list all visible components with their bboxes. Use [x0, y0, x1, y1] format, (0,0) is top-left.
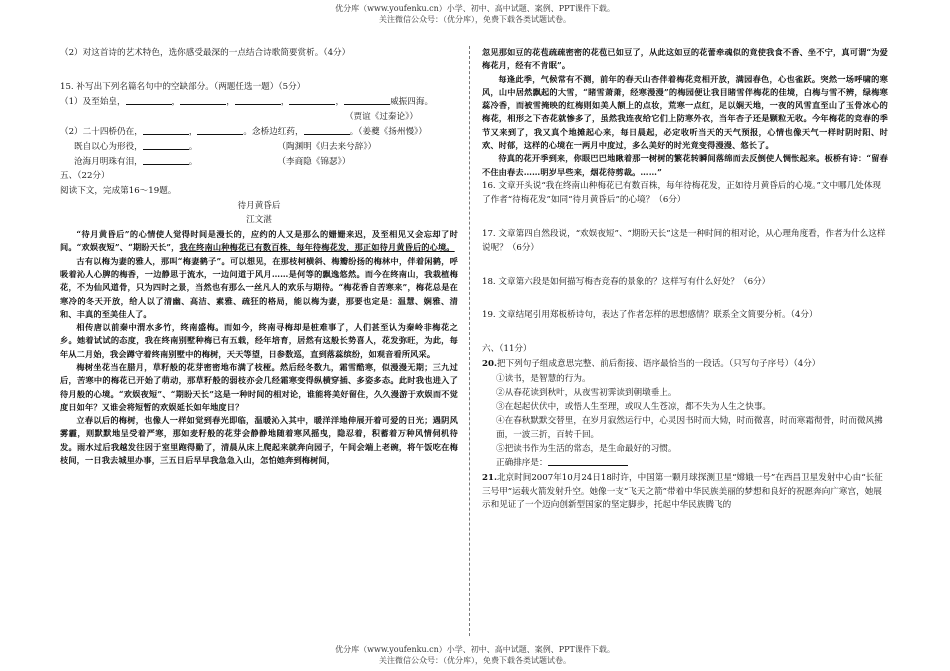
blank[interactable] [143, 141, 189, 150]
article-title: 待月黄昏后 [237, 201, 281, 212]
blank[interactable] [289, 96, 335, 105]
underlined-sentence: 我在终南山种梅花已有数百株，每年待梅花发，那正如待月黄昏后的心境。 [179, 242, 455, 253]
blank[interactable] [197, 126, 243, 135]
article-paragraph-1: “待月黄昏后”的心情使人觉得时间是漫长的，应约的人又是那么的姗姗来迟，及至相见又会忘却了时间。“欢娱夜短”、“期盼天长”，我在终南山种梅花已有数百株，每年待梅花发，那正如待月黄昏后的心境。 [60, 229, 458, 253]
q15-4-source: （李商隐《锦瑟》） [277, 156, 351, 167]
article-paragraph-6: 每逢此季，气候常有不测，前年的春天山杏伴着梅花竞相开放，满园春色，心也雀跃。突然一场呼啸的寒风，山中居然飘起的大雪，“睹雪萧萧，经寒漫漫”的梅园便让我目睹雪伴梅花的佳境，白梅与雪不辨，绿梅寒蕊冷香，而被雪掩映的红梅则如美人额上的点妆，荒寒一点红，足以娴天地，一夜的风雪直至山了玉骨冰心的梅花，相形之下杏花就惨多了，虽然我连夜给它们上防寒外衣，当年杏子还是颗粒无收。今年梅花的竞春的季节又来到了，我又真个地摊起心来，每日晨起，必定收听当天的天气预报，心情也像天气一样时阴时阳、时欢、时郁，这样的心境在一两月中度过，多么美好的时光竟变得漫漫、悠长了。 [482, 73, 888, 150]
option-4: ④在春秋默默交替里，在岁月寂然运行中，心灵因书时而大恸，时而微喜，时而寒霜彻骨，时而微风拂面，一波三折，百转千回。 [496, 415, 883, 440]
blank[interactable] [180, 96, 226, 105]
q15-3-a: 既自以心为形役， [74, 141, 143, 152]
section-5-intro: 阅读下文，完成第16～19题。 [60, 186, 177, 197]
question-18: 18. 文章第六段是如何描写梅杏竞春的景象的？这样写有什么好处？（6分） [482, 276, 771, 287]
page-footer [0, 645, 950, 667]
answer-line: 正确排序是： [482, 457, 888, 471]
option-3: ③在起起伏伏中，或悟人生至理，或叹人生苍凉，都不失为人生之快事。 [496, 402, 772, 413]
blank[interactable] [304, 126, 350, 135]
article-continued: 忽见那如豆的花苞疏疏密密的花苞已如豆了，从此这如豆的花蕾牵魂似的竟使我食不香、坐不宁，真可谓“为爱梅花月，经有不肯眠”。 [482, 47, 888, 71]
option-2: ②从春花读到秋叶，从夜雪初霁读到朝墩垂上。 [496, 388, 677, 399]
question-15-title: 15. 补写出下列名篇名句中的空缺部分。（两题任选一题）（5分） [60, 81, 306, 92]
footer-line-2: 关注微信公众号：（优分库），免费下载各类试题试卷。 [379, 655, 571, 665]
q15-4-a: 沧海月明珠有泪， [74, 156, 143, 167]
question-15-3: 既自以心为形役， 。 （陶渊明《归去来兮辞》） [74, 141, 377, 152]
page-header [0, 4, 950, 26]
section-5-title: 五、（22分） [60, 171, 110, 182]
question-20: 20.把下列句子组成意思完整、前后衔接、语序最恰当的一段话。（只写句子序号）（4分） [482, 359, 821, 370]
right-column [482, 46, 888, 641]
question-14-2: （2）对这首诗的艺术特色，选你感受最深的一点结合诗歌简要赏析。（4分） [60, 48, 351, 58]
section-6-title: 六、（11分） [482, 344, 532, 355]
header-line-2: 关注微信公众号：（优分库），免费下载各类试题试卷。 [379, 14, 571, 24]
question-19: 19. 文章结尾引用郑板桥诗句，表达了作者怎样的思想感情？联系全文简要分析。（4分） [482, 310, 818, 321]
q15-2-b: 。念桥边红药， [243, 126, 304, 137]
question-15-2: （2）二十四桥仍在， ， 。念桥边红药， 。（姜夔《扬州慢》） [60, 126, 427, 137]
q15-1-start: （1）及至始皇， [60, 96, 126, 107]
question-21: 21.北京时间2007年10月24日18时许，中国第一颗月球探测卫星“嫦娥一号”在西昌卫星发射中心由“长征三号甲”运载火箭发射升空。她像一支“飞天之箭”带着中华民族美丽的梦想和良好的祝愿奔向广寒宫，她展示和见证了一个迈向创新型国家的坚定脚步，托起中华民族腾飞的 [482, 472, 883, 511]
article-paragraph-3: 相传唐以前秦中渭水多竹，终南盛梅。而如今，终南寻梅却是桩难事了，人们甚至认为秦岭非梅花之乡。她着试试的态度，我在终南别墅种梅已有五载，经年培育，居然有这般长势喜人，花发弥旺，为此，每年从二月始，我会蹲守着终南别墅中的梅树，天天等望，日参数巡，直到落蕊缤纷，如观音看所风采。 [60, 322, 458, 359]
article-paragraph-2: 古有以梅为妻的雅人，那叫“梅妻鹤子”。可以想见，在那枝柯横斜、梅瓣纷扬的梅林中，伴着闲鹤，呼吸着沁人心脾的梅香，一边静思于流水，一边问道于风月……是何等的飘逸悠然。而今在终南山，我栽植梅花，不为仙风道骨，只为四时之景，当然也有那么一丝凡人的欢乐与期待。“梅花香自苦寒来”，梅花总是在寒冷的冬天开放，给人以了清幽、高洁、素雅、疏狂的格局，能以梅为妻，那要也定是：温慧、娴雅、清和、丰真的至美佳人了。 [60, 255, 458, 319]
question-15-1: （1）及至始皇， ， ， ， ， 威振四海。 [60, 96, 434, 107]
q15-1-source: （贾谊《过秦论》） [344, 111, 418, 122]
q15-3-source: （陶渊明《归去来兮辞》） [277, 141, 377, 152]
q15-2-source: 。（姜夔《扬州慢》） [349, 126, 427, 137]
column-divider [469, 46, 470, 636]
left-column [60, 46, 458, 641]
article-paragraph-7: 待真的花开季到来，你眼巴巴地瞅着那一树树的繁花转瞬间落绵而去反倒使人惆怅起来。板桥有诗：“留春不住由春去……明岁早些来，烟花待剪裁。……” [482, 153, 888, 177]
poem-quote: “留春不住由春去……明岁早些来，烟花待剪裁。……” [482, 153, 888, 177]
question-17: 17. 文章第四自然段说，“欢娱夜短”、“期盼天长”这是一种时间的相对论，从心理角度看，作者为什么这样说呢？（6分） [482, 228, 886, 253]
blank[interactable] [344, 96, 390, 105]
question-16: 16. 文章开头说“我在终南山种梅花已有数百株，每年待梅花发，正如待月黄昏后的心境。”文中哪几处体现了作者“待梅花发”如同“待月黄昏后”的心境？（6分） [482, 180, 882, 205]
question-15-4: 沧海月明珠有泪， 。 （李商隐《锦瑟》） [74, 156, 351, 167]
option-1: ①读书，是智慧的行为。 [496, 374, 591, 385]
blank[interactable] [235, 96, 281, 105]
footer-line-1: 优分库（www.youfenku.cn）小学、初中、高中试题、案例、PPT课件下载。 [335, 645, 615, 654]
article-paragraph-5: 立春以后的梅树，也像人一样如觉到春光即临，温暖沁入其中，暖洋洋地伸展开着可爱的日光；遇阴风雾霾，则默默地呈受着严寒，那如麦籽般的花芽会静静地随着寒风摇曳，隐忍着，积蓄着万种风情伺机待发。雨水过后我越发往因于室里跑得勤了，清晨从床上爬起来就奔向园子，午间会端上老碗，将午饭吃在梅枝间，一日我去城里办事，三五日后早早我急急入山，怎怕她奔到梅树间， [60, 415, 458, 465]
q15-2-a: （2）二十四桥仍在， [60, 126, 143, 137]
blank[interactable] [143, 156, 189, 165]
q15-1-end: 威振四海。 [390, 96, 434, 107]
header-line-1: 优分库（www.youfenku.cn）小学、初中、高中试题、案例、PPT课件下载。 [335, 4, 615, 13]
blank[interactable] [143, 126, 189, 135]
answer-blank[interactable] [548, 457, 628, 466]
article-author: 江文湛 [246, 215, 272, 226]
blank[interactable] [126, 96, 172, 105]
article-paragraph-4: 梅树坐花当在腊月，草籽般的花芽密密地布满了枝桠。然后经冬数九，霜雪酷寒，似漫漫无期；三九过后，苦寒中的梅花已开始了萌动，那草籽般的弱枝亦会几经霜寒变得纵横穿插、多姿多态。此时我也进入了待月般的心境。“欢娱夜短”、“期盼天长”这是一种时间的相对论，谁能将美好留住，久久漫游于欢娱而不觉度日如年？又谁会将短暂的欢娱延长如年地度日？ [60, 361, 458, 412]
option-5: ⑤把读书作为生活的常态，是生命最好的习惯。 [496, 443, 677, 454]
